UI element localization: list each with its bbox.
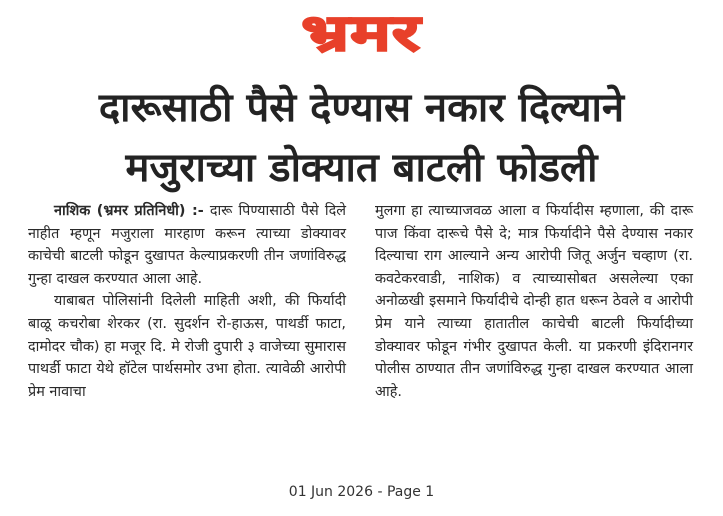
masthead (0, 0, 723, 66)
newspaper-logo: भ्रमर (301, 4, 422, 62)
article-paragraph (28, 200, 346, 290)
headline-line-2: मजुराच्या डोक्यात बाटली फोडली (125, 145, 598, 191)
article-paragraph: याबाबत पोलिसांनी दिलेली माहिती अशी, की फिर्यादी बाळू कचरोबा शेरकर (रा. सुदर्शन रो-हाऊस, पाथर्डी फाटा, दामोदर चौक) हा मजूर दि. मे रोजी दुपारी ३ वाजेच्या सुमारास पाथर्डी फाटा येथे हॉटेल पार्थसमोर उभा होता. त्यावेळी आरोपी प्रेम नावाचा (28, 293, 346, 400)
headline-line-1: दारूसाठी पैसे देण्यास नकार दिल्याने (98, 85, 625, 131)
paragraph-text: दारू पिण्यासाठी पैसे दिले नाहीत म्हणून मजुराला मारहाण करून त्याच्या डोक्यावर काचेची बाटली फोडून दुखापत केल्याप्रकरणी तीन जणांविरुद्ध गुन्हा दाखल करण्यात आला आहे. (28, 203, 346, 287)
dateline: नाशिक (भ्रमर प्रतिनिधी) :- (54, 203, 204, 219)
article-column-left (28, 200, 346, 403)
article-column-right (375, 200, 693, 403)
page-footer: 01 Jun 2026 - Page 1 (288, 484, 435, 500)
article-paragraph: मुलगा हा त्याच्याजवळ आला व फिर्यादीस म्हणाला, की दारू पाज किंवा दारूचे पैसे दे; मात्र फिर्यादीने पैसे देण्यास नकार दिल्याचा राग आल्याने अन्य आरोपी जितू अर्जुन चव्हाण (रा. कवटेकरवाडी, नाशिक) व त्याच्यासोबत असलेल्या एका अनोळखी इसमाने फिर्यादीचे दोन्ही हात धरून ठेवले व आरोपी प्रेम याने त्याच्या हातातील काचेची बाटली फिर्यादीच्या डोक्यावर फोडून गंभीर दुखापत केली. या प्रकरणी इंदिरानगर पोलीस ठाण्यात तीन जणांविरुद्ध गुन्हा दाखल करण्यात आला आहे. (375, 203, 693, 400)
